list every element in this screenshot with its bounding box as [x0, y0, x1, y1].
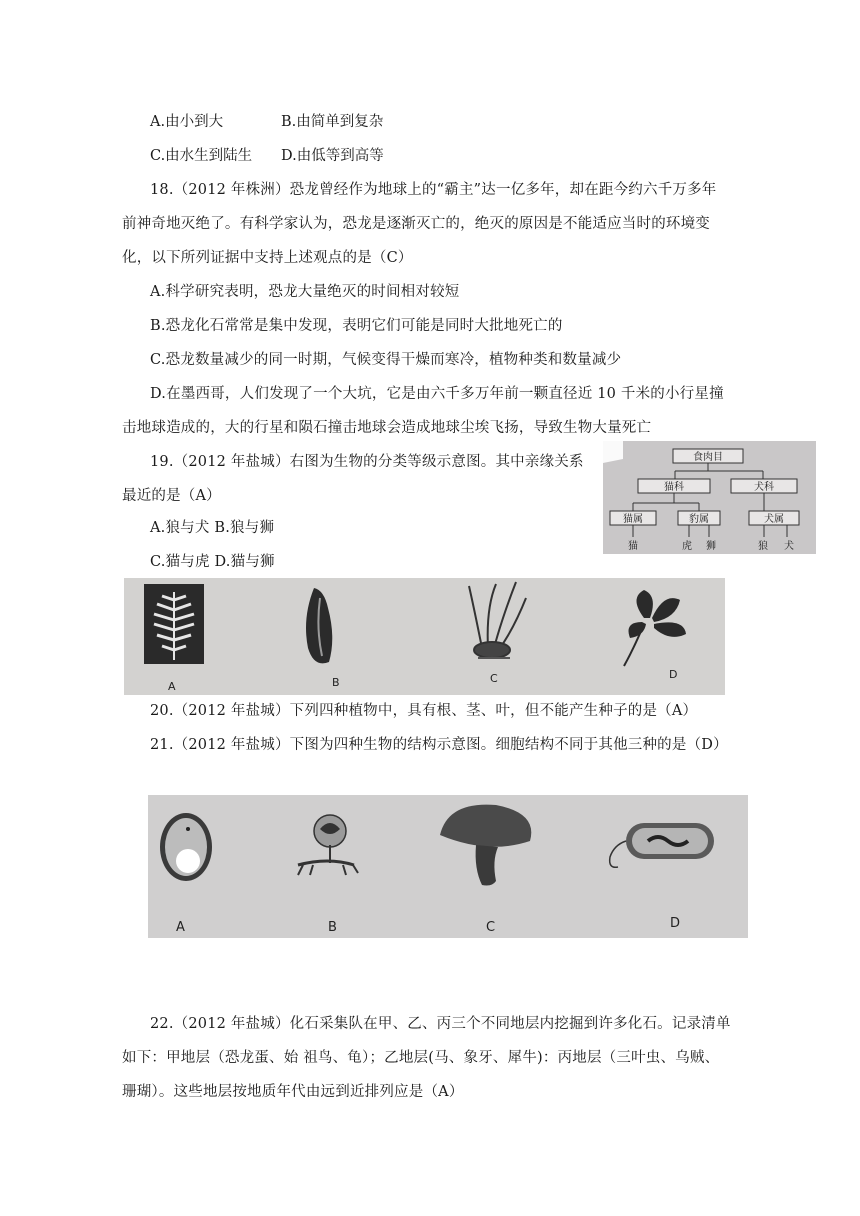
organism-label-b: B [328, 920, 337, 935]
bacterium-icon [610, 823, 714, 867]
q18-option-b: B.恐龙化石常常是集中发现，表明它们可能是同时大批地死亡的 [150, 318, 563, 334]
q19-options-ab: A.狼与犬 B.狼与狮 [150, 520, 275, 536]
algae-icon [306, 588, 332, 663]
fern-icon [144, 584, 204, 664]
q17-option-a: A.由小到大 [150, 114, 224, 130]
cell-icon [160, 813, 212, 881]
q18-option-d-line-1: D.在墨西哥，人们发现了一个大坑，它是由六千多万年前一颗直径近 10 千米的小行星撞 [150, 386, 724, 402]
q18-line-2: 前神奇地灭绝了。有科学家认为，恐龙是逐渐灭亡的，绝灭的原因是不能适应当时的环境变 [122, 216, 710, 232]
q22-line-1: 22.（2012 年盐城）化石采集队在甲、乙、丙三个不同地层内挖掘到许多化石。记录清单 [150, 1016, 731, 1032]
q19-line-2: 最近的是（A） [122, 488, 221, 504]
plants-photo [124, 578, 725, 695]
q18-option-d-line-2: 击地球造成的，大的行星和陨石撞击地球会造成地球尘埃飞扬，导致生物大量死亡 [122, 420, 652, 436]
diagram-genus-2-label: 豹属 [689, 514, 709, 525]
diagram-species-label: 犬 [784, 541, 794, 552]
diagram-species-label: 狼 [758, 541, 768, 552]
diagram-family-1-label: 猫科 [664, 482, 684, 493]
diagram-order-label: 食肉目 [693, 452, 723, 463]
organism-label-a: A [176, 920, 185, 935]
q19-options-cd: C.猫与虎 D.猫与狮 [150, 554, 275, 570]
mold-icon [298, 815, 358, 875]
diagram-species-label: 虎 [682, 541, 692, 552]
q17-option-d: D.由低等到高等 [281, 148, 384, 164]
diagram-family-2-label: 犬科 [754, 482, 774, 493]
organism-label-c: C [486, 920, 496, 935]
mushroom-icon [440, 805, 531, 886]
diagram-species-label: 狮 [706, 541, 716, 552]
diagram-genus-3-label: 犬属 [764, 514, 784, 525]
organisms-photo [148, 795, 748, 938]
q18-line-1: 18.（2012 年株洲）恐龙曾经作为地球上的“霸主”达一亿多年，却在距今约六千万多年 [150, 182, 717, 198]
plant-label-b: B [332, 676, 340, 689]
plant-label-a: A [168, 680, 176, 693]
q18-line-3: 化，以下所列证据中支持上述观点的是（C） [122, 250, 413, 266]
q19-line-1: 19.（2012 年盐城）右图为生物的分类等级示意图。其中亲缘关系 [150, 454, 584, 470]
moss-icon [469, 582, 526, 658]
q21-text: 21.（2012 年盐城）下图为四种生物的结构示意图。细胞结构不同于其他三种的是（D） [150, 737, 728, 753]
organism-label-d: D [670, 916, 681, 931]
plant-label-d: D [669, 668, 678, 681]
q20-text: 20.（2012 年盐城）下列四种植物中，具有根、茎、叶，但不能产生种子的是（A） [150, 703, 698, 719]
q22-line-3: 珊瑚）。这些地层按地质年代由远到近排列应是（A） [122, 1084, 464, 1100]
q22-line-2: 如下：甲地层（恐龙蛋、始 祖鸟、龟）；乙地层(马、象牙、犀牛)：丙地层（三叶虫、乌贼、 [122, 1050, 720, 1066]
diagram-genus-1-label: 猫属 [623, 514, 643, 525]
plant-label-c: C [490, 672, 498, 685]
q17-option-c: C.由水生到陆生 [150, 148, 253, 164]
classification-diagram [603, 441, 816, 554]
q18-option-a: A.科学研究表明，恐龙大量绝灭的时间相对较短 [150, 284, 460, 300]
ginkgo-icon [624, 590, 686, 666]
q17-option-b: B.由简单到复杂 [281, 114, 384, 130]
q18-option-c: C.恐龙数量减少的同一时期，气候变得干燥而寒冷，植物种类和数量减少 [150, 352, 622, 368]
diagram-species-label: 猫 [628, 541, 638, 552]
